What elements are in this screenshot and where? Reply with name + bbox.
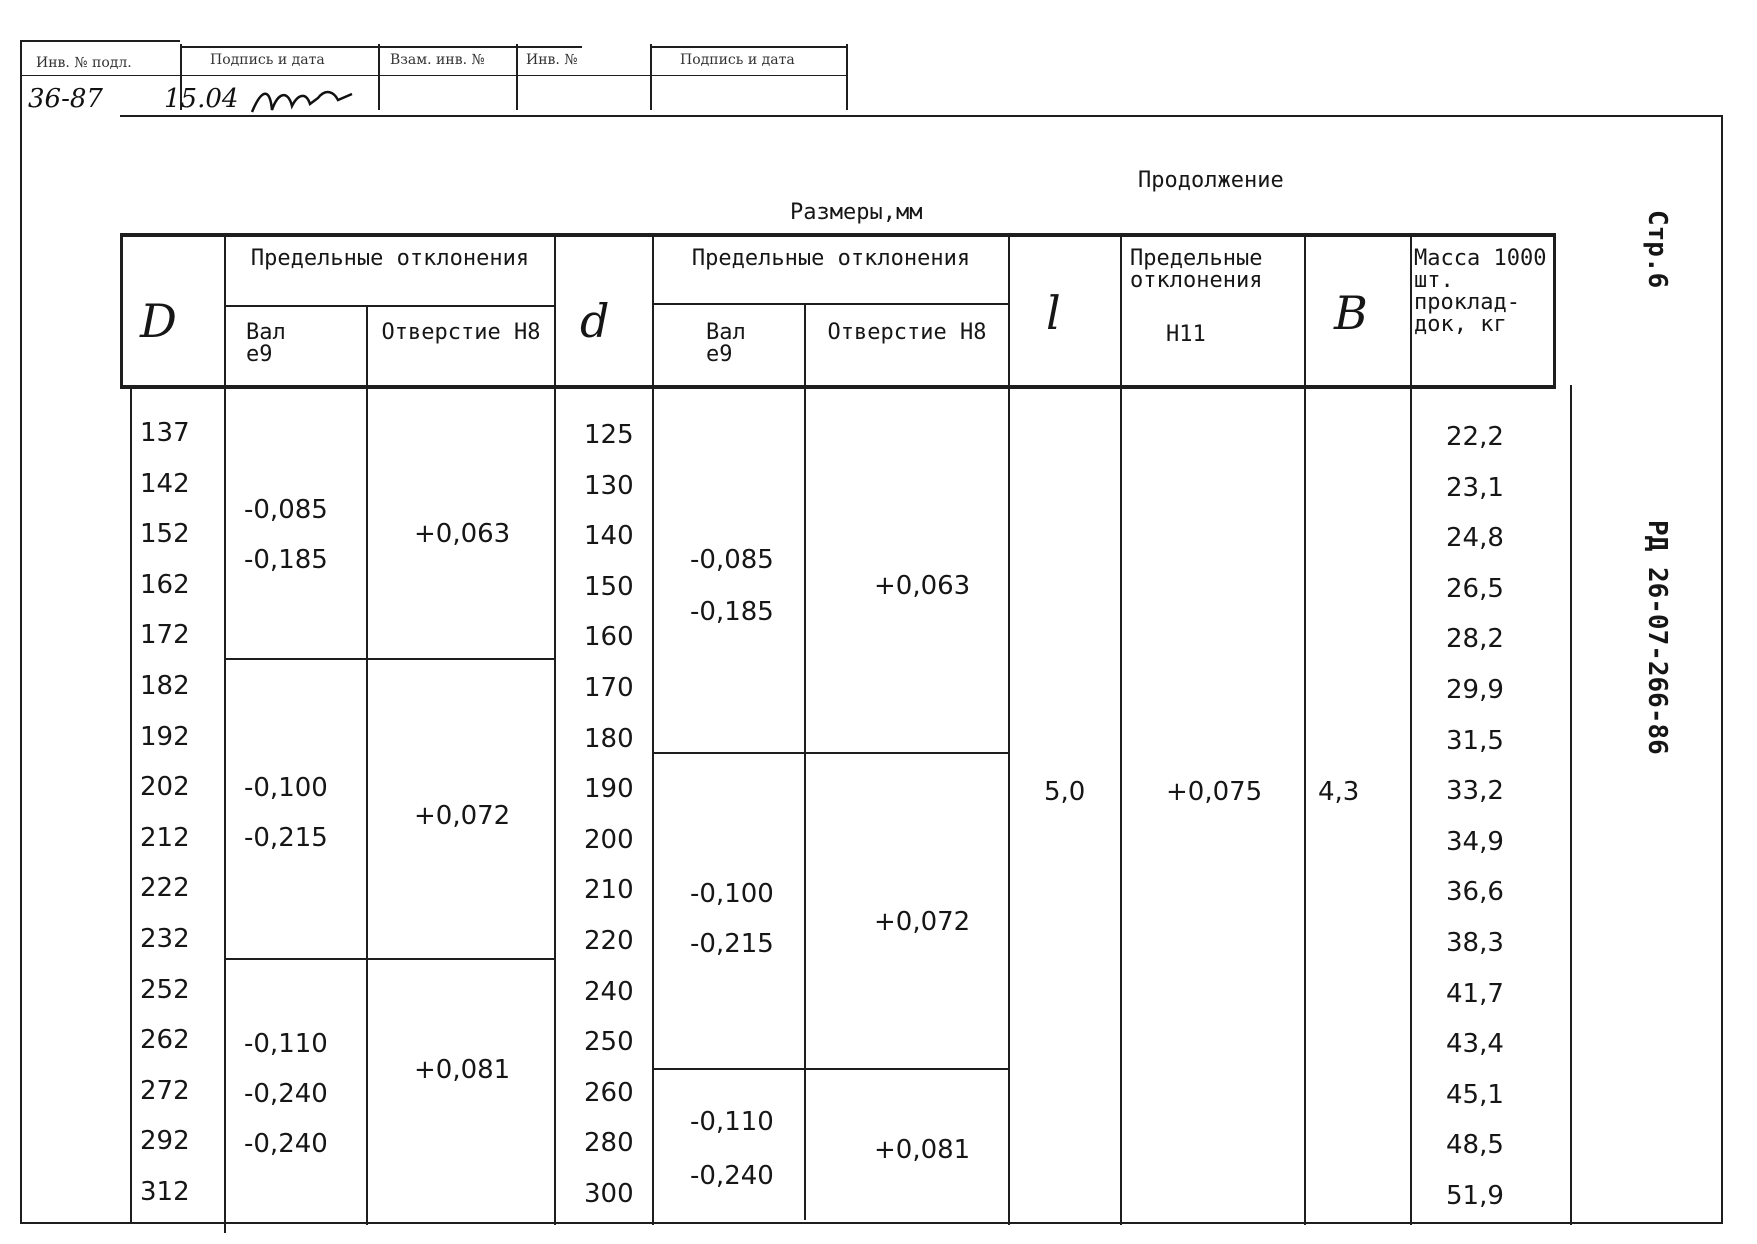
table-cell-mass: 23,1 — [1446, 472, 1504, 503]
d-hole-dev-group2: +0,072 — [874, 907, 971, 937]
D-shaft-dev-group3-upper: -0,110 — [244, 1029, 328, 1059]
d-shaft-dev-group1-upper: -0,085 — [690, 545, 774, 575]
table-cell-mass: 51,9 — [1446, 1180, 1504, 1211]
l-deviation-value: +0,075 — [1166, 777, 1263, 807]
column-mass-values — [1446, 412, 1504, 1222]
column-D-hole-header: Отверстие H8 — [381, 320, 541, 345]
column-B-header: B — [1334, 286, 1368, 340]
table-cell-mass: 33,2 — [1446, 776, 1504, 807]
d-shaft-dev-group3-lower: -0,240 — [690, 1161, 774, 1191]
D-hole-dev-group1: +0,063 — [414, 519, 511, 549]
table-cell-d: 210 — [584, 875, 634, 906]
table-cell-mass: 34,9 — [1446, 826, 1504, 857]
D-shaft-dev-group1-lower: -0,185 — [244, 545, 328, 575]
d-shaft-dev-group3-upper: -0,110 — [690, 1107, 774, 1137]
table-cell-D: 162 — [140, 569, 190, 600]
l-value: 5,0 — [1044, 777, 1086, 807]
column-D-shaft-header: Вал e9 — [246, 320, 286, 367]
d-shaft-dev-group2-upper: -0,100 — [690, 879, 774, 909]
table-cell-D: 152 — [140, 519, 190, 550]
table-cell-D: 272 — [140, 1075, 190, 1106]
D-shaft-dev-group2-upper: -0,100 — [244, 773, 328, 803]
column-d-deviations-header: Предельные отклонения — [691, 246, 971, 271]
table-cell-D: 252 — [140, 974, 190, 1005]
d-hole-dev-group1: +0,063 — [874, 571, 971, 601]
column-l-deviations-header: Предельные отклонения — [1130, 246, 1263, 293]
D-shaft-dev-group2-lower: -0,215 — [244, 823, 328, 853]
column-d-header: d — [580, 294, 610, 348]
table-cell-D: 192 — [140, 721, 190, 752]
table-cell-d: 160 — [584, 622, 634, 653]
signature-mark — [248, 80, 358, 120]
B-value: 4,3 — [1318, 777, 1360, 807]
stamp-label-inv-podl: Инв. № подл. — [36, 55, 132, 71]
table-cell-d: 190 — [584, 774, 634, 805]
table-cell-D: 202 — [140, 772, 190, 803]
table-cell-d: 280 — [584, 1128, 634, 1159]
d-hole-dev-group3: +0,081 — [874, 1135, 971, 1165]
table-cell-mass: 26,5 — [1446, 573, 1504, 604]
table-cell-d: 125 — [584, 420, 634, 450]
units-label: Размеры,мм — [790, 200, 923, 225]
column-d-shaft-header: Вал e9 — [706, 320, 746, 367]
table-cell-d: 300 — [584, 1178, 634, 1209]
table-cell-mass: 36,6 — [1446, 877, 1504, 908]
table-cell-d: 240 — [584, 976, 634, 1007]
table-cell-D: 232 — [140, 923, 190, 954]
table-cell-mass: 45,1 — [1446, 1079, 1504, 1110]
table-cell-d: 220 — [584, 925, 634, 956]
table-cell-D: 292 — [140, 1126, 190, 1157]
table-cell-D: 142 — [140, 468, 190, 499]
column-l-header: l — [1046, 286, 1061, 340]
d-shaft-dev-group2-lower: -0,215 — [690, 929, 774, 959]
table-cell-D: 312 — [140, 1176, 190, 1207]
column-l-tolerance: H11 — [1166, 322, 1206, 347]
stamp-inv-number: 36-87 — [28, 84, 103, 114]
stamp-date: 15.04 — [164, 84, 239, 114]
table-cell-mass: 48,5 — [1446, 1130, 1504, 1161]
stamp-label-signature-date-2: Подпись и дата — [680, 52, 795, 68]
D-hole-dev-group3: +0,081 — [414, 1055, 511, 1085]
d-shaft-dev-group1-lower: -0,185 — [690, 597, 774, 627]
table-cell-mass: 38,3 — [1446, 927, 1504, 958]
D-hole-dev-group2: +0,072 — [414, 801, 511, 831]
column-D-header: D — [140, 294, 177, 348]
table-cell-d: 170 — [584, 672, 634, 703]
table-cell-mass: 43,4 — [1446, 1029, 1504, 1060]
D-shaft-dev-group3-lower-2: -0,240 — [244, 1129, 328, 1159]
stamp-label-replaced-inv: Взам. инв. № — [390, 52, 485, 68]
table-cell-D: 137 — [140, 418, 190, 448]
table-cell-D: 222 — [140, 873, 190, 904]
D-shaft-dev-group3-lower: -0,240 — [244, 1079, 328, 1109]
table-cell-mass: 31,5 — [1446, 725, 1504, 756]
table-cell-mass: 28,2 — [1446, 624, 1504, 655]
table-cell-D: 182 — [140, 670, 190, 701]
table-cell-D: 262 — [140, 1025, 190, 1056]
column-d-hole-header: Отверстие H8 — [827, 320, 987, 345]
table-cell-d: 200 — [584, 824, 634, 855]
table-cell-d: 140 — [584, 521, 634, 552]
D-shaft-dev-group1-upper: -0,085 — [244, 495, 328, 525]
column-mass-header: Масса 1000 шт. проклад- док, кг — [1414, 246, 1547, 337]
page-number: Стр.6 — [1642, 210, 1672, 289]
table-cell-mass: 22,2 — [1446, 422, 1504, 452]
stamp-label-inv: Инв. № — [526, 52, 578, 68]
table-cell-d: 150 — [584, 571, 634, 602]
table-cell-d: 260 — [584, 1077, 634, 1108]
column-D-values — [140, 408, 190, 1218]
table-cell-mass: 29,9 — [1446, 674, 1504, 705]
continuation-label: Продолжение — [1138, 168, 1284, 193]
table-cell-d: 180 — [584, 723, 634, 754]
table-cell-d: 130 — [584, 470, 634, 501]
stamp-label-signature-date-1: Подпись и дата — [210, 52, 325, 68]
table-cell-mass: 24,8 — [1446, 523, 1504, 554]
table-cell-D: 172 — [140, 620, 190, 651]
table-cell-mass: 41,7 — [1446, 978, 1504, 1009]
column-d-values — [584, 410, 634, 1220]
table-cell-d: 250 — [584, 1027, 634, 1058]
table-cell-D: 212 — [140, 822, 190, 853]
column-D-deviations-header: Предельные отклонения — [250, 246, 530, 271]
document-code: РД 26-07-266-86 — [1642, 520, 1672, 755]
